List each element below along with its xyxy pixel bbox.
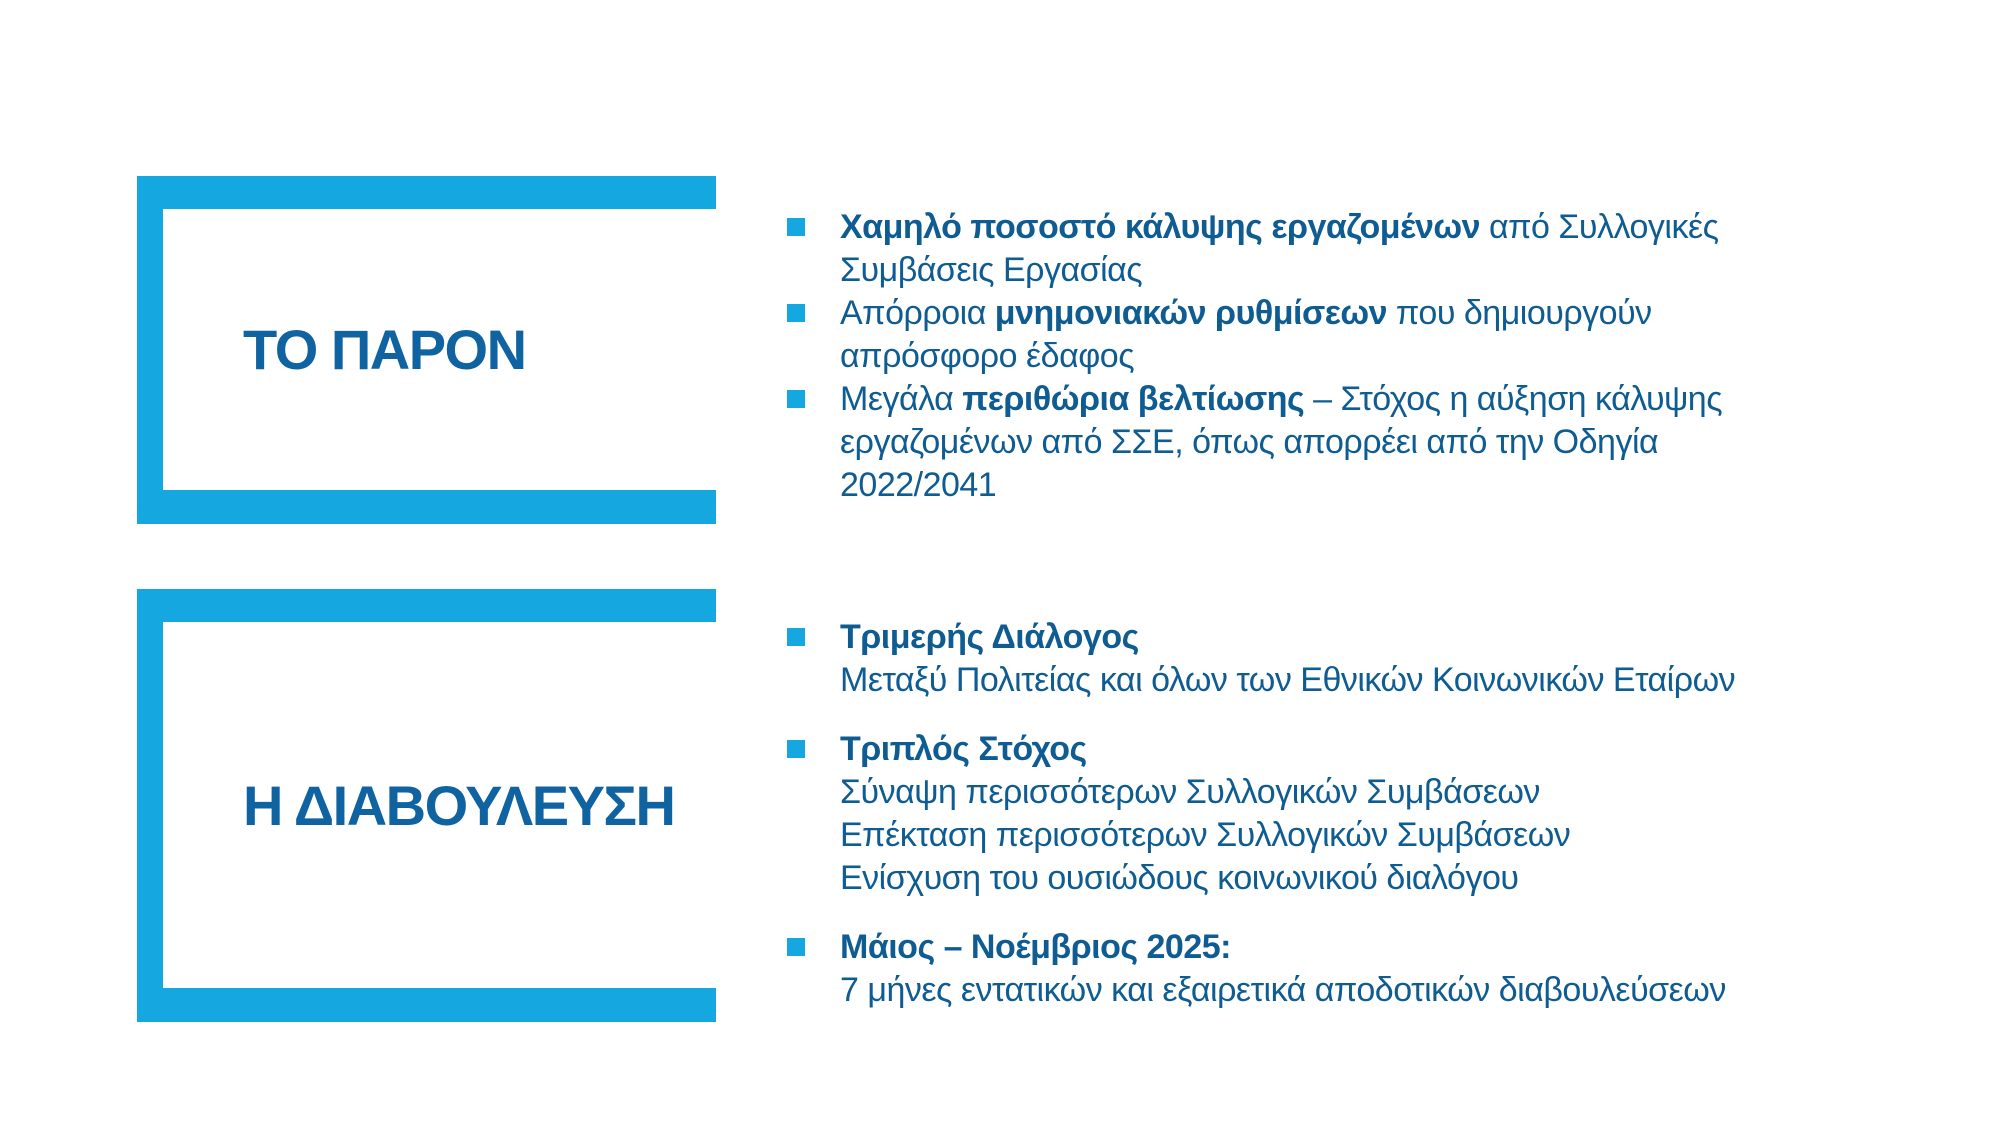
bullet-text (840, 926, 1726, 1012)
text-segment: Μεγάλα (840, 380, 963, 418)
text-line (840, 464, 1722, 507)
bullet-text (840, 378, 1722, 507)
frame-left-bar (137, 589, 163, 1022)
bullet-square-icon (787, 938, 805, 956)
text-segment: – Στόχος η αύξηση κάλυψης (1304, 380, 1723, 418)
text-line (840, 292, 1652, 335)
text-line (840, 206, 1719, 249)
text-segment: Μεταξύ Πολιτείας και όλων των Εθνικών Κοινωνικών Εταίρων (840, 661, 1736, 699)
text-segment: Χαμηλό ποσοστό κάλυψης εργαζομένων (840, 208, 1480, 246)
text-line (840, 616, 1735, 659)
text-line (840, 378, 1722, 421)
frame-inner (163, 622, 716, 988)
text-segment: που δημιουργούν (1386, 294, 1652, 332)
bullet-square-icon (787, 304, 805, 322)
text-segment: περιθώρια βελτίωσης (962, 380, 1305, 418)
text-line (840, 335, 1652, 378)
bullet-item (787, 926, 1927, 1012)
section-title-present: ΤΟ ΠΑΡΟΝ (243, 318, 526, 381)
bullet-text (840, 292, 1652, 378)
text-segment: 2022/2041 (840, 466, 997, 504)
text-line (840, 814, 1570, 857)
text-segment: Τριμερής Διάλογος (840, 618, 1139, 656)
text-segment: απρόσφορο έδαφος (840, 337, 1135, 375)
bullet-item (787, 206, 1927, 292)
text-line (840, 771, 1570, 814)
bullet-text (840, 728, 1570, 900)
text-segment: Απόρροια (840, 294, 995, 332)
text-segment: μνημονιακών ρυθμίσεων (994, 294, 1387, 332)
section-title-consultation: Η ΔΙΑΒΟΥΛΕΥΣΗ (243, 773, 675, 837)
text-segment: εργαζομένων από ΣΣΕ, όπως απορρέει από την Οδηγία (840, 423, 1659, 461)
text-segment: από Συλλογικές (1480, 208, 1719, 246)
bullet-square-icon (787, 390, 805, 408)
section-frame-present (137, 176, 716, 524)
text-line (840, 421, 1722, 464)
bullet-square-icon (787, 740, 805, 758)
frame-top-bar (137, 589, 716, 622)
frame-bottom-bar (137, 490, 716, 524)
bullet-text (840, 616, 1735, 702)
text-segment: Επέκταση περισσότερων Συλλογικών Συμβάσεων (840, 816, 1571, 854)
bullet-item (787, 378, 1927, 507)
text-line (840, 659, 1735, 702)
text-line (840, 926, 1726, 969)
section-frame-consultation (137, 589, 716, 1022)
bullet-square-icon (787, 628, 805, 646)
frame-left-bar (137, 176, 163, 524)
frame-top-bar (137, 176, 716, 209)
bullet-item (787, 616, 1927, 702)
bullet-text (840, 206, 1719, 292)
text-segment: Ενίσχυση του ουσιώδους κοινωνικού διαλόγου (840, 859, 1519, 897)
text-line (840, 969, 1726, 1012)
text-line (840, 249, 1719, 292)
bullet-item (787, 728, 1927, 900)
frame-inner (163, 209, 716, 490)
text-line (840, 728, 1570, 771)
text-segment: Μάιος – Νοέμβριος 2025: (840, 928, 1231, 966)
bullet-square-icon (787, 218, 805, 236)
frame-bottom-bar (137, 988, 716, 1022)
text-segment: Συμβάσεις Εργασίας (840, 251, 1143, 289)
text-segment: Τριπλός Στόχος (840, 730, 1087, 768)
text-line (840, 857, 1570, 900)
text-segment: 7 μήνες εντατικών και εξαιρετικά αποδοτικών διαβουλεύσεων (840, 971, 1726, 1009)
bullet-list-consultation (787, 616, 1927, 1012)
bullet-list-present (787, 206, 1927, 507)
text-segment: Σύναψη περισσότερων Συλλογικών Συμβάσεων (840, 773, 1540, 811)
bullet-item (787, 292, 1927, 378)
